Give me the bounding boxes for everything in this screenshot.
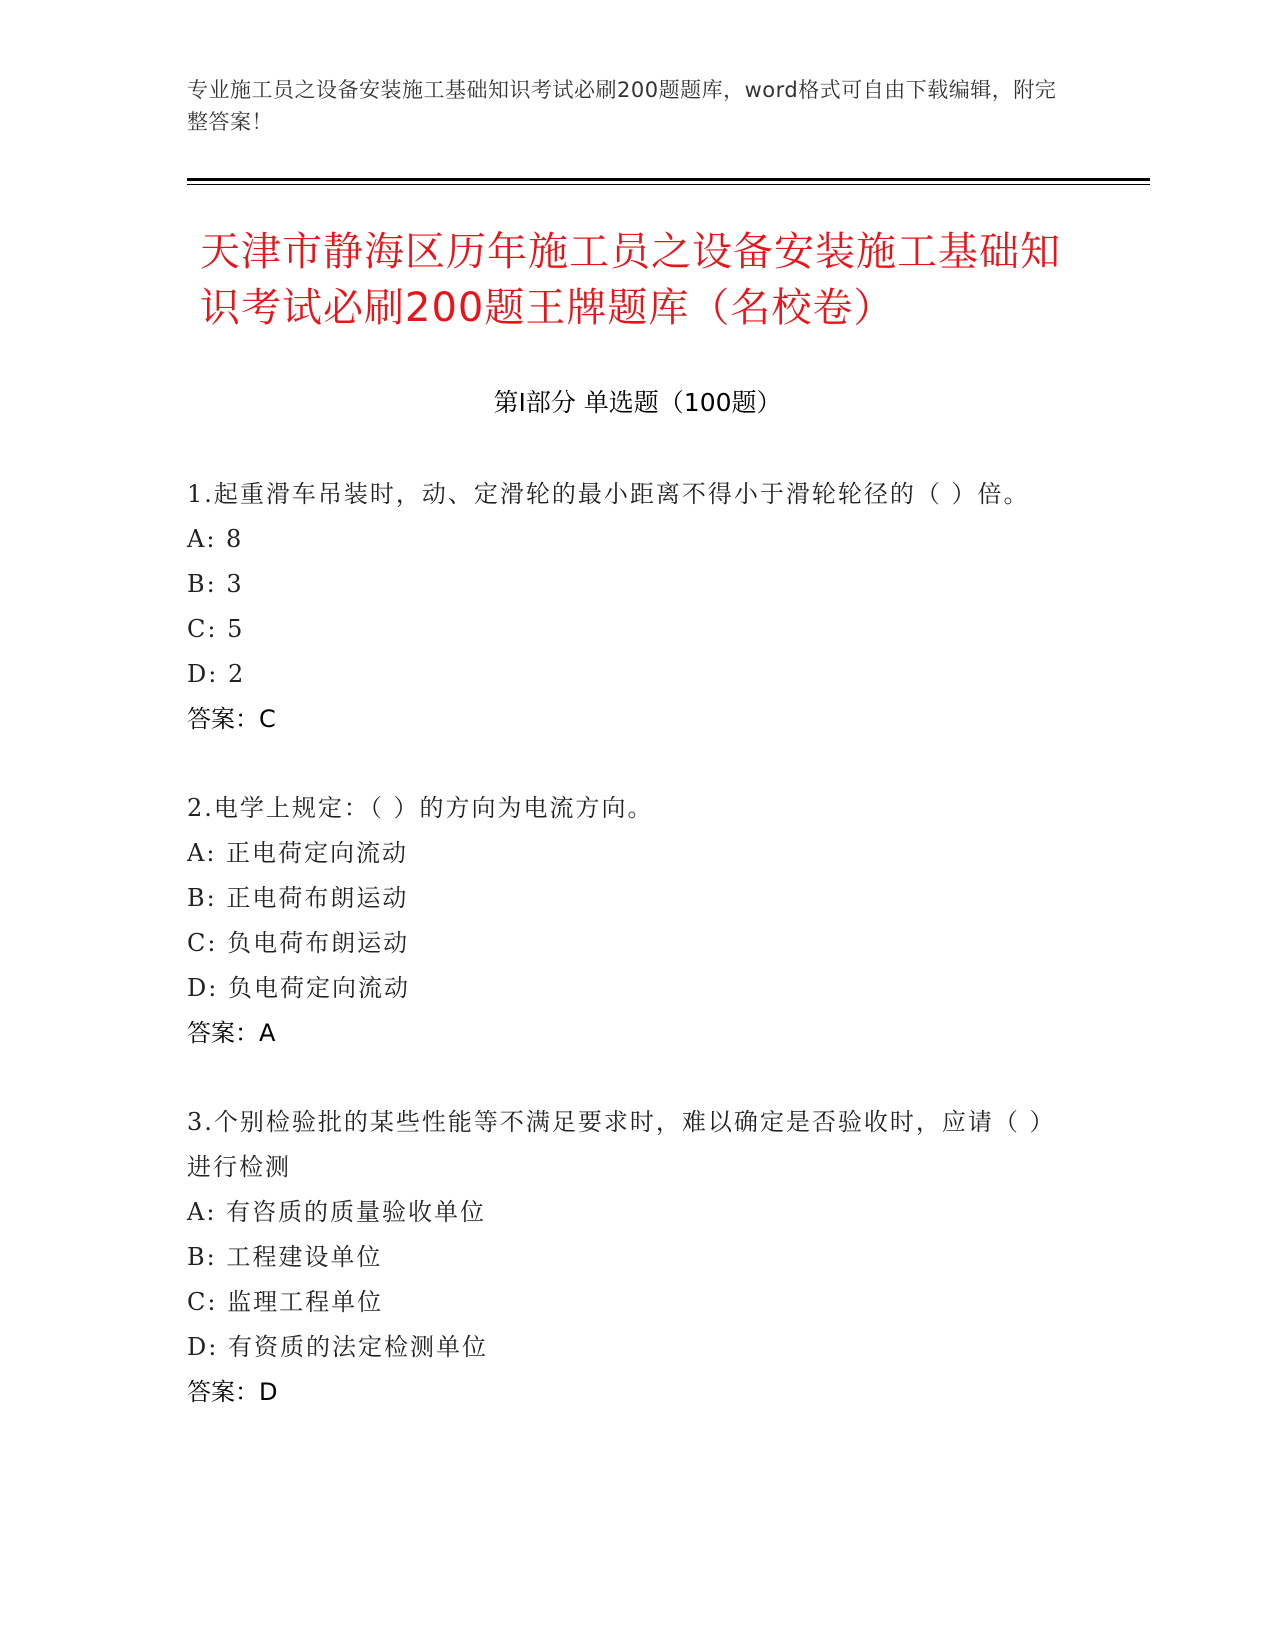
question-list — [187, 472, 1067, 1459]
option-d: D: 2 — [187, 660, 246, 688]
section-title: 第I部分 单选题（100题） — [493, 388, 782, 417]
option-d: D: 有资质的法定检测单位 — [187, 1333, 488, 1361]
header-rule-thick — [187, 178, 1150, 181]
answer: 答案：D — [187, 1378, 278, 1406]
answer: 答案：C — [187, 705, 276, 733]
option-a: A: 有咨质的质量验收单位 — [187, 1198, 487, 1226]
option-c: C: 负电荷布朗运动 — [187, 929, 410, 957]
document-title: 天津市静海区历年施工员之设备安装施工基础知识考试必刷200题王牌题库（名校卷） — [200, 229, 1061, 331]
option-b: B: 工程建设单位 — [187, 1243, 383, 1271]
option-a: A: 正电荷定向流动 — [187, 839, 409, 867]
option-b: B: 3 — [187, 570, 244, 598]
header-rule-thin — [187, 184, 1150, 185]
question-2 — [187, 786, 1067, 1056]
option-c: C: 监理工程单位 — [187, 1288, 384, 1316]
question-stem: 2.电学上规定：（ ）的方向为电流方向。 — [187, 794, 654, 822]
question-stem: 1.起重滑车吊装时，动、定滑轮的最小距离不得小于滑轮轮径的（ ）倍。 — [187, 480, 1030, 508]
question-3 — [187, 1100, 1067, 1415]
option-b: B: 正电荷布朗运动 — [187, 884, 409, 912]
answer: 答案：A — [187, 1019, 276, 1047]
option-d: D: 负电荷定向流动 — [187, 974, 410, 1002]
header-note: 专业施工员之设备安装施工基础知识考试必刷200题题库，word格式可自由下载编辑，附完整答案！ — [187, 78, 1057, 134]
option-c: C: 5 — [187, 615, 245, 643]
question-stem: 3.个别检验批的某些性能等不满足要求时，难以确定是否验收时，应请（ ）进行检测 — [187, 1108, 1056, 1181]
option-a: A: 8 — [187, 525, 244, 553]
question-1 — [187, 472, 1067, 742]
